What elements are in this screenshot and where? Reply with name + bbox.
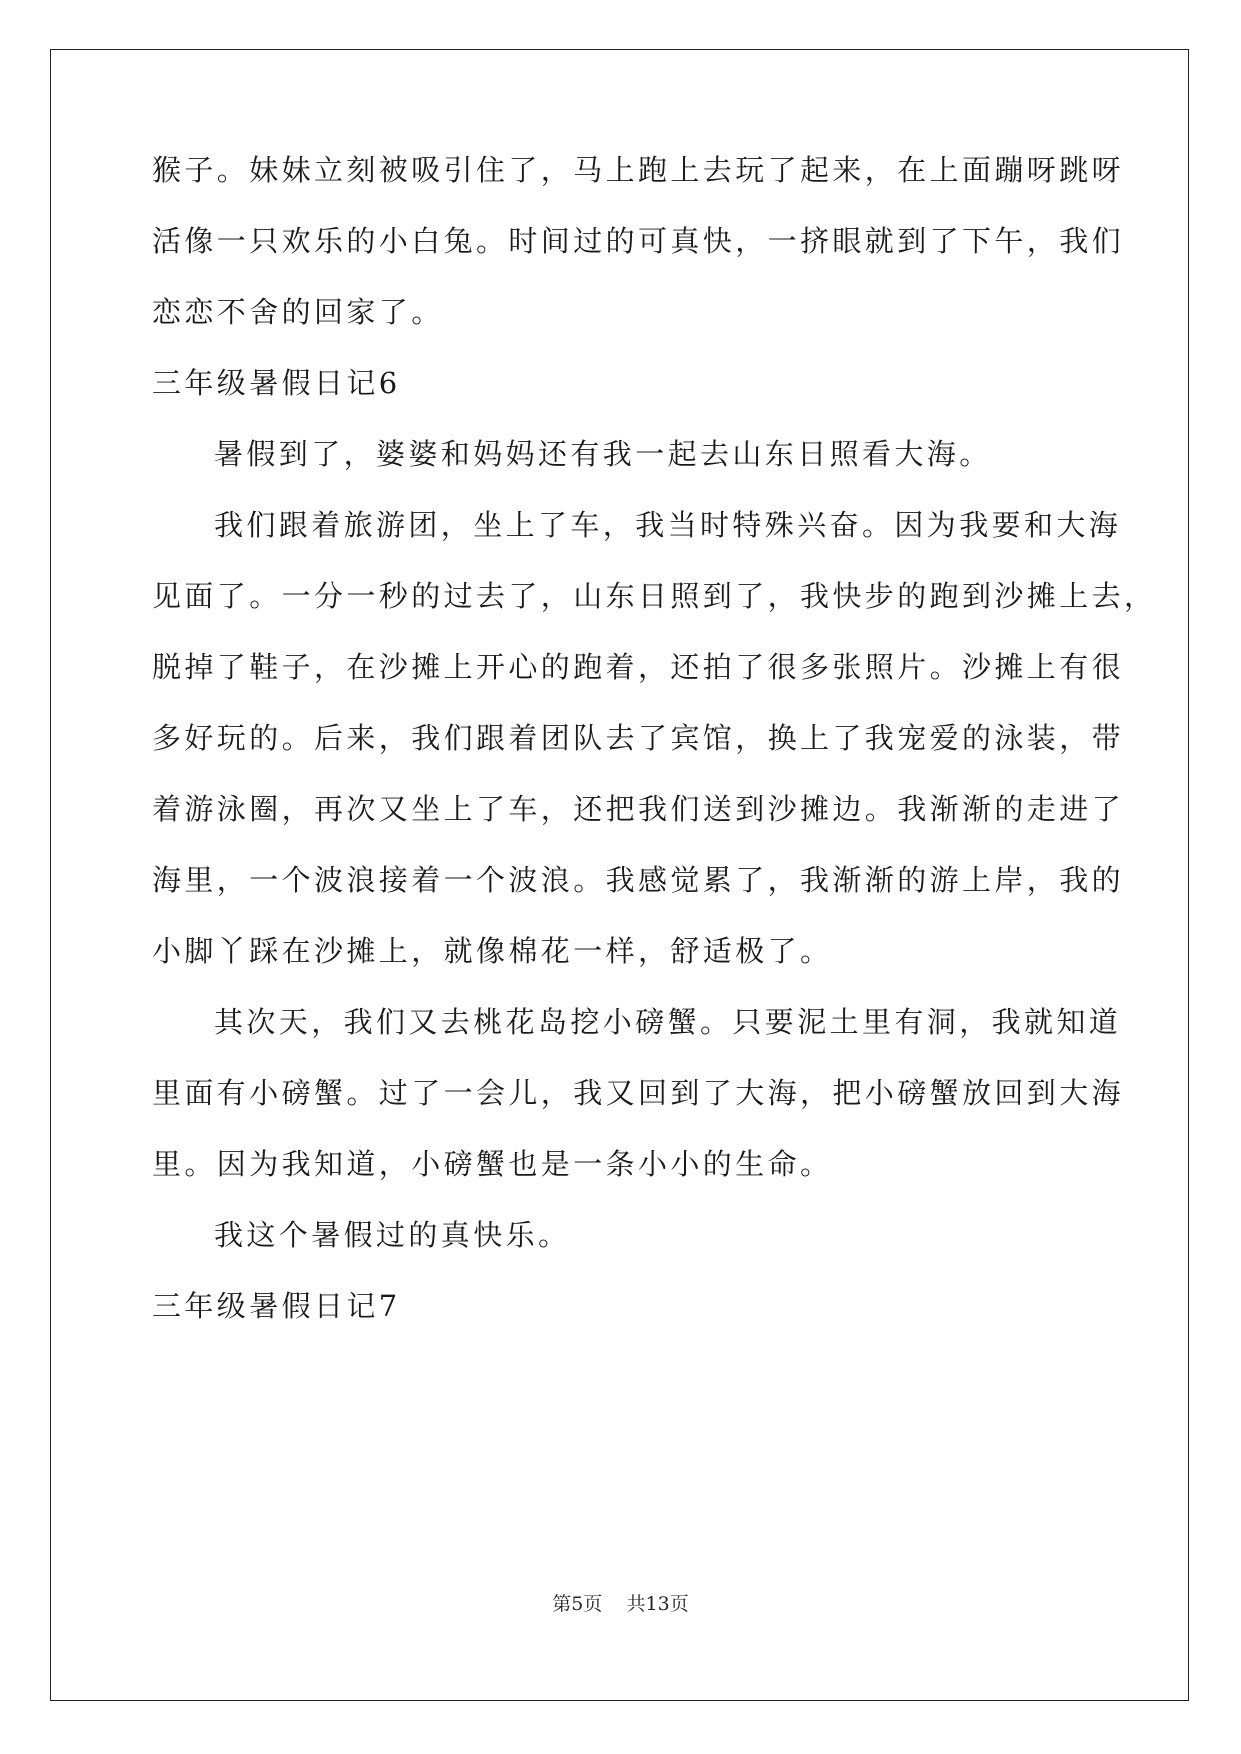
section-heading: 三年级暑假日记6: [152, 366, 401, 400]
text-line: 见面了。一分一秒的过去了，山东日照到了，我快步的跑到沙摊上去，: [152, 579, 1157, 613]
text-line: 着游泳圈，再次又坐上了车，还把我们送到沙摊边。我渐渐的走进了: [152, 792, 1125, 826]
text-line: 海里，一个波浪接着一个波浪。我感觉累了，我渐渐的游上岸，我的: [152, 863, 1125, 897]
text-line: 恋恋不舍的回家了。: [152, 295, 444, 329]
text-line: 我们跟着旅游团，坐上了车，我当时特殊兴奋。因为我要和大海: [214, 508, 1122, 542]
text-line: 里。因为我知道，小磅蟹也是一条小小的生命。: [152, 1147, 833, 1181]
total-pages: 共13页: [626, 1593, 689, 1615]
text-line: 小脚丫踩在沙摊上，就像棉花一样，舒适极了。: [152, 934, 833, 968]
text-line: 多好玩的。后来，我们跟着团队去了宾馆，换上了我宠爱的泳装，带: [152, 721, 1125, 755]
text-line: 猴子。妹妹立刻被吸引住了，马上跑上去玩了起来，在上面蹦呀跳呀: [152, 153, 1125, 187]
page-number: 第5页: [552, 1593, 603, 1615]
text-line: 脱掉了鞋子，在沙摊上开心的跑着，还拍了很多张照片。沙摊上有很: [152, 650, 1125, 684]
page-footer: [0, 1592, 1241, 1616]
text-line: 活像一只欢乐的小白兔。时间过的可真快，一挤眼就到了下午，我们: [152, 224, 1125, 258]
text-line: 我这个暑假过的真快乐。: [214, 1218, 571, 1252]
section-heading: 三年级暑假日记7: [152, 1289, 401, 1323]
text-line: 暑假到了，婆婆和妈妈还有我一起去山东日照看大海。: [214, 437, 992, 471]
text-line: 其次天，我们又去桃花岛挖小磅蟹。只要泥土里有洞，我就知道: [214, 1005, 1122, 1039]
text-line: 里面有小磅蟹。过了一会儿，我又回到了大海，把小磅蟹放回到大海: [152, 1076, 1125, 1110]
